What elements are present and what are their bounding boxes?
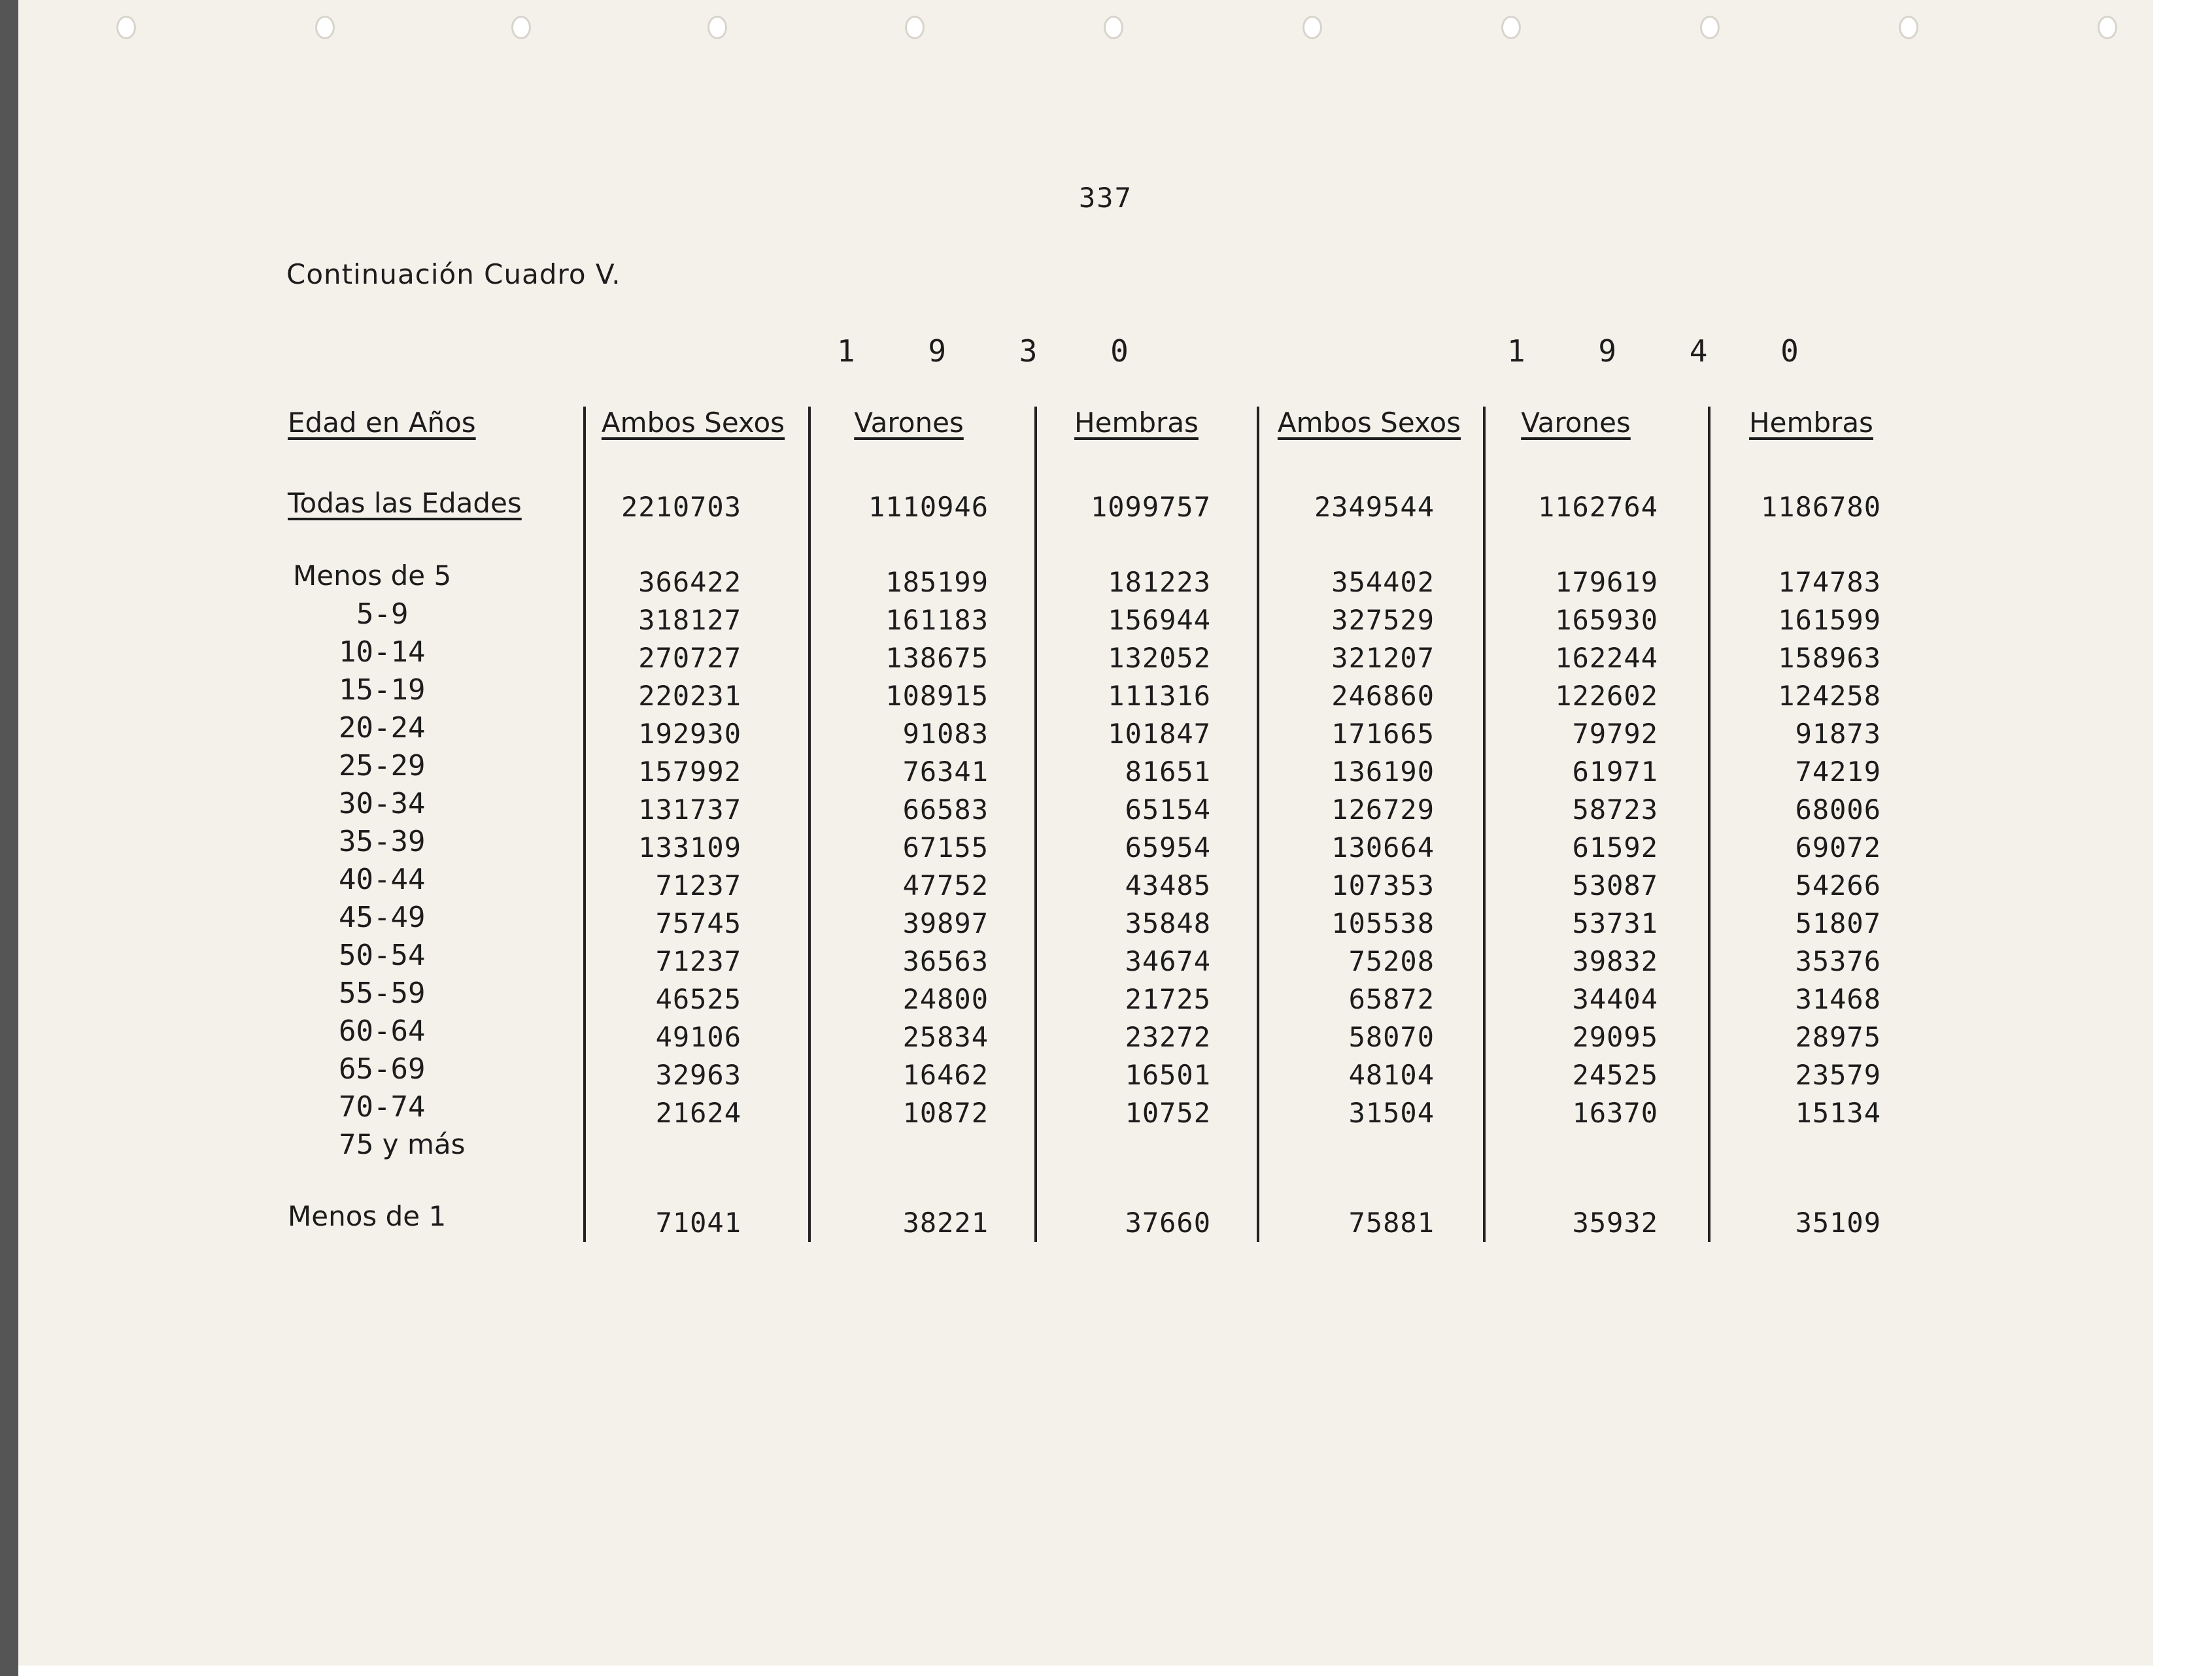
table-cell: 24525: [1572, 1059, 1658, 1091]
table-cell: 58070: [1348, 1021, 1435, 1053]
table-cell: 1099757: [1090, 491, 1211, 523]
table-cell: 25834: [902, 1021, 989, 1053]
table-cell: 270727: [638, 642, 741, 674]
table-cell: 318127: [638, 604, 741, 636]
table-cell: 75881: [1348, 1207, 1435, 1239]
table-cell: 68006: [1795, 794, 1881, 826]
table-cell: 16370: [1572, 1097, 1658, 1129]
row-label: 15-19: [339, 673, 426, 707]
table-cell: 2349544: [1314, 491, 1435, 523]
table-cell: 38221: [902, 1207, 989, 1239]
table-cell: 35109: [1795, 1207, 1881, 1239]
punch-hole: [315, 16, 335, 39]
table-cell: 131737: [638, 794, 741, 826]
table-cell: 53731: [1572, 907, 1658, 939]
table-cell: 53087: [1572, 869, 1658, 901]
table-cell: 67155: [902, 831, 989, 863]
table-cell: 75745: [655, 907, 741, 939]
table-cell: 54266: [1795, 869, 1881, 901]
table-cell: 179619: [1555, 566, 1658, 598]
table-cell: 174783: [1778, 566, 1881, 598]
table-cell: 366422: [638, 566, 741, 598]
row-label: Todas las Edades: [288, 487, 522, 519]
table-cell: 10752: [1125, 1097, 1211, 1129]
row-label: 50-54: [339, 939, 426, 972]
table-cell: 132052: [1108, 642, 1211, 674]
table-cell: 23272: [1125, 1021, 1211, 1053]
table-cell: 354402: [1331, 566, 1435, 598]
table-cell: 16462: [902, 1059, 989, 1091]
table-cell: 107353: [1331, 869, 1435, 901]
table-cell: 21624: [655, 1097, 741, 1129]
table-cell: 31504: [1348, 1097, 1435, 1129]
column-divider: [1034, 407, 1037, 1242]
table-cell: 71237: [655, 945, 741, 977]
table-cell: 65154: [1125, 794, 1211, 826]
punch-hole: [1302, 16, 1322, 39]
punch-hole: [116, 16, 136, 39]
table-cell: 1162764: [1537, 491, 1658, 523]
column-header-1930-varones: Varones: [854, 407, 964, 439]
row-label: 35-39: [339, 825, 426, 858]
table-cell: 246860: [1331, 680, 1435, 712]
row-label: 20-24: [339, 711, 426, 745]
table-cell: 16501: [1125, 1059, 1211, 1091]
table-cell: 133109: [638, 831, 741, 863]
table-cell: 81651: [1125, 756, 1211, 788]
table-caption: Continuación Cuadro V.: [286, 258, 621, 290]
column-divider: [808, 407, 811, 1242]
table-cell: 220231: [638, 680, 741, 712]
table-cell: 327529: [1331, 604, 1435, 636]
row-label: Menos de 1: [288, 1200, 447, 1232]
table-cell: 35376: [1795, 945, 1881, 977]
table-cell: 138675: [885, 642, 989, 674]
table-cell: 71041: [655, 1207, 741, 1239]
punch-hole: [905, 16, 925, 39]
punch-hole: [2098, 16, 2117, 39]
table-cell: 49106: [655, 1021, 741, 1053]
column-divider: [1483, 407, 1486, 1242]
table-cell: 165930: [1555, 604, 1658, 636]
punch-hole: [511, 16, 531, 39]
row-label: Menos de 5: [293, 560, 452, 592]
row-label: 70-74: [339, 1090, 426, 1124]
column-header-1940-ambos: Ambos Sexos: [1277, 407, 1461, 439]
table-cell: 61592: [1572, 831, 1658, 863]
page-edge: [0, 0, 18, 1676]
table-cell: 32963: [655, 1059, 741, 1091]
row-label: 25-29: [339, 749, 426, 782]
table-cell: 111316: [1108, 680, 1211, 712]
table-cell: 130664: [1331, 831, 1435, 863]
table-cell: 47752: [902, 869, 989, 901]
table-cell: 171665: [1331, 718, 1435, 750]
table-cell: 31468: [1795, 983, 1881, 1015]
row-label: 55-59: [339, 977, 426, 1010]
table-cell: 65872: [1348, 983, 1435, 1015]
table-cell: 36563: [902, 945, 989, 977]
table-cell: 136190: [1331, 756, 1435, 788]
table-cell: 35848: [1125, 907, 1211, 939]
table-cell: 37660: [1125, 1207, 1211, 1239]
row-label-header: Edad en Años: [288, 407, 476, 439]
table-cell: 74219: [1795, 756, 1881, 788]
table-cell: 91873: [1795, 718, 1881, 750]
table-cell: 66583: [902, 794, 989, 826]
row-label: 30-34: [339, 787, 426, 820]
table-cell: 108915: [885, 680, 989, 712]
table-cell: 161183: [885, 604, 989, 636]
table-cell: 1110946: [868, 491, 989, 523]
table-cell: 156944: [1108, 604, 1211, 636]
punch-hole: [1899, 16, 1918, 39]
table-cell: 2210703: [621, 491, 741, 523]
column-divider: [583, 407, 586, 1242]
row-label: 40-44: [339, 863, 426, 896]
year-heading-1930: 1 9 3 0: [837, 333, 1156, 369]
punch-hole: [1700, 16, 1720, 39]
table-cell: 158963: [1778, 642, 1881, 674]
table-cell: 105538: [1331, 907, 1435, 939]
table-cell: 43485: [1125, 869, 1211, 901]
table-cell: 192930: [638, 718, 741, 750]
table-cell: 91083: [902, 718, 989, 750]
table-cell: 124258: [1778, 680, 1881, 712]
table-cell: 162244: [1555, 642, 1658, 674]
table-cell: 39832: [1572, 945, 1658, 977]
table-cell: 65954: [1125, 831, 1211, 863]
column-header-1930-hembras: Hembras: [1074, 407, 1199, 439]
table-cell: 122602: [1555, 680, 1658, 712]
table-cell: 185199: [885, 566, 989, 598]
table-cell: 1186780: [1760, 491, 1881, 523]
table-cell: 51807: [1795, 907, 1881, 939]
table-cell: 48104: [1348, 1059, 1435, 1091]
table-cell: 34674: [1125, 945, 1211, 977]
table-cell: 58723: [1572, 794, 1658, 826]
table-cell: 71237: [655, 869, 741, 901]
row-label: 10-14: [339, 635, 426, 669]
row-label: 5-9: [356, 597, 409, 631]
table-cell: 34404: [1572, 983, 1658, 1015]
table-cell: 10872: [902, 1097, 989, 1129]
table-cell: 76341: [902, 756, 989, 788]
table-cell: 79792: [1572, 718, 1658, 750]
table-cell: 75208: [1348, 945, 1435, 977]
table-cell: 161599: [1778, 604, 1881, 636]
table-cell: 21725: [1125, 983, 1211, 1015]
column-header-1930-ambos: Ambos Sexos: [601, 407, 785, 439]
column-header-1940-varones: Varones: [1521, 407, 1631, 439]
page-number: 337: [1079, 182, 1132, 214]
table-cell: 29095: [1572, 1021, 1658, 1053]
row-label: 75 y más: [339, 1128, 466, 1160]
table-cell: 46525: [655, 983, 741, 1015]
column-divider: [1257, 407, 1259, 1242]
table-cell: 126729: [1331, 794, 1435, 826]
table-cell: 23579: [1795, 1059, 1881, 1091]
punch-hole: [1501, 16, 1521, 39]
year-heading-1940: 1 9 4 0: [1507, 333, 1826, 369]
table-cell: 24800: [902, 983, 989, 1015]
column-divider: [1708, 407, 1710, 1242]
table-cell: 157992: [638, 756, 741, 788]
table-cell: 61971: [1572, 756, 1658, 788]
table-cell: 28975: [1795, 1021, 1881, 1053]
punch-hole: [1104, 16, 1123, 39]
table-cell: 15134: [1795, 1097, 1881, 1129]
table-cell: 321207: [1331, 642, 1435, 674]
punch-hole: [707, 16, 727, 39]
row-label: 65-69: [339, 1052, 426, 1086]
table-cell: 39897: [902, 907, 989, 939]
table-cell: 69072: [1795, 831, 1881, 863]
table-cell: 35932: [1572, 1207, 1658, 1239]
row-label: 45-49: [339, 901, 426, 934]
table-cell: 101847: [1108, 718, 1211, 750]
table-cell: 181223: [1108, 566, 1211, 598]
column-header-1940-hembras: Hembras: [1749, 407, 1873, 439]
row-label: 60-64: [339, 1014, 426, 1048]
